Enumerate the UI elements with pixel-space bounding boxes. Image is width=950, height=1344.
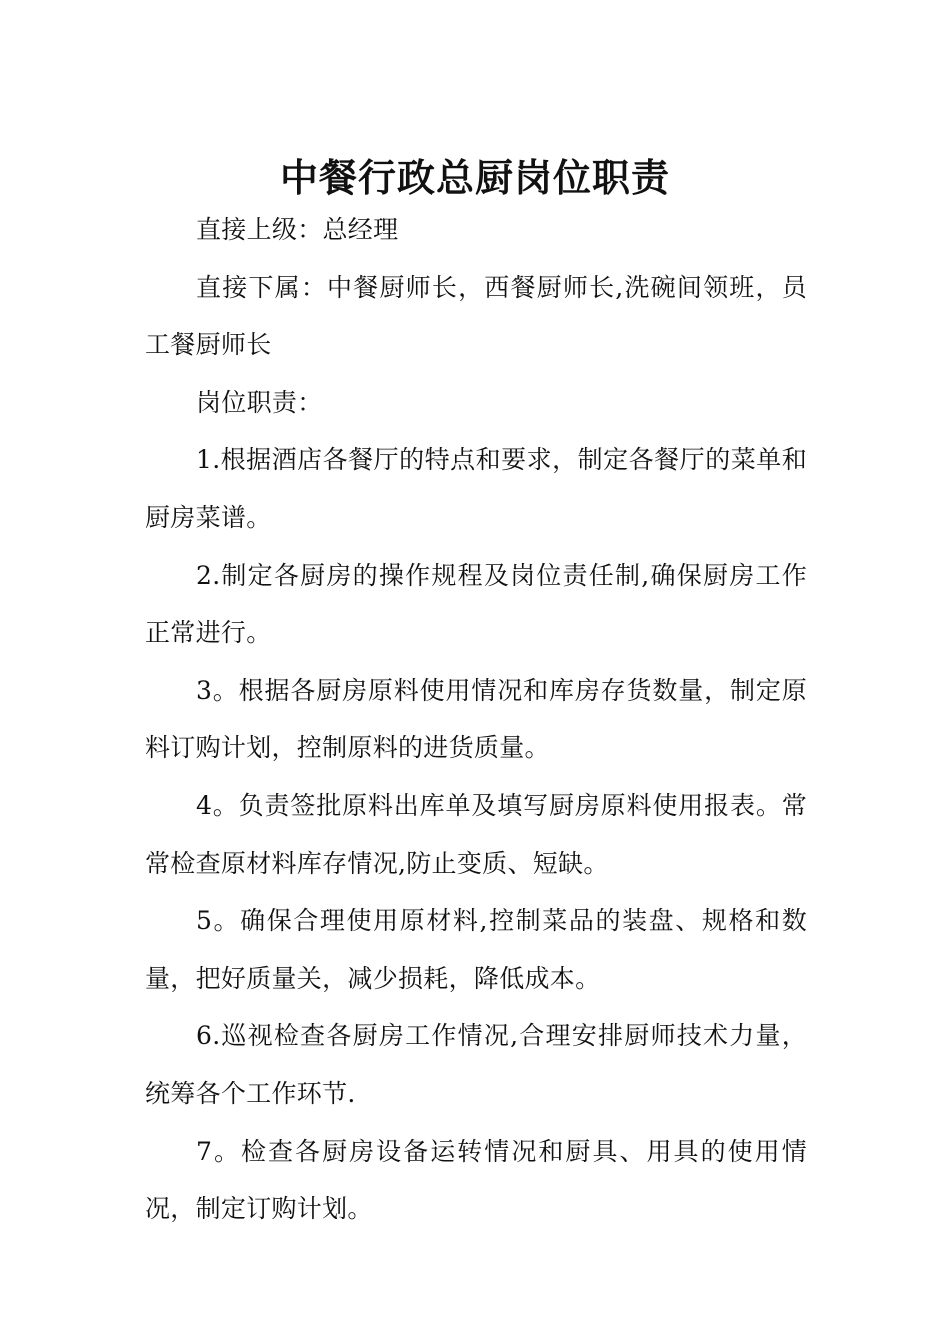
document-body (145, 201, 807, 1238)
duty-item-5: 5。确保合理使用原材料,控制菜品的装盘、规格和数量，把好质量关，减少损耗，降低成本。 (145, 906, 807, 993)
duties-heading: 岗位职责： (196, 387, 323, 417)
duty-item-2: 2.制定各厨房的操作规程及岗位责任制,确保厨房工作正常进行。 (145, 560, 807, 648)
duty-item-3: 3。根据各厨房原料使用情况和库房存货数量，制定原料订购计划，控制原料的进货质量。 (145, 675, 807, 763)
subordinates-line: 直接下属：中餐厨师长，西餐厨师长,洗碗间领班，员工餐厨师长 (145, 272, 807, 360)
duty-item-4: 4。负责签批原料出库单及填写厨房原料使用报表。常常检查原材料库存情况,防止变质、短缺。 (145, 790, 807, 878)
duty-item-1: 1.根据酒店各餐厅的特点和要求，制定各餐厅的菜单和厨房菜谱。 (145, 445, 807, 532)
page-title: 中餐行政总厨岗位职责 (279, 156, 670, 201)
superior-line: 直接上级：总经理 (196, 215, 399, 244)
duty-item-7: 7。检查各厨房设备运转情况和厨具、用具的使用情况，制定订购计划。 (145, 1136, 807, 1224)
duty-item-6: 6.巡视检查各厨房工作情况,合理安排厨师技术力量，统筹各个工作环节. (145, 1021, 807, 1108)
